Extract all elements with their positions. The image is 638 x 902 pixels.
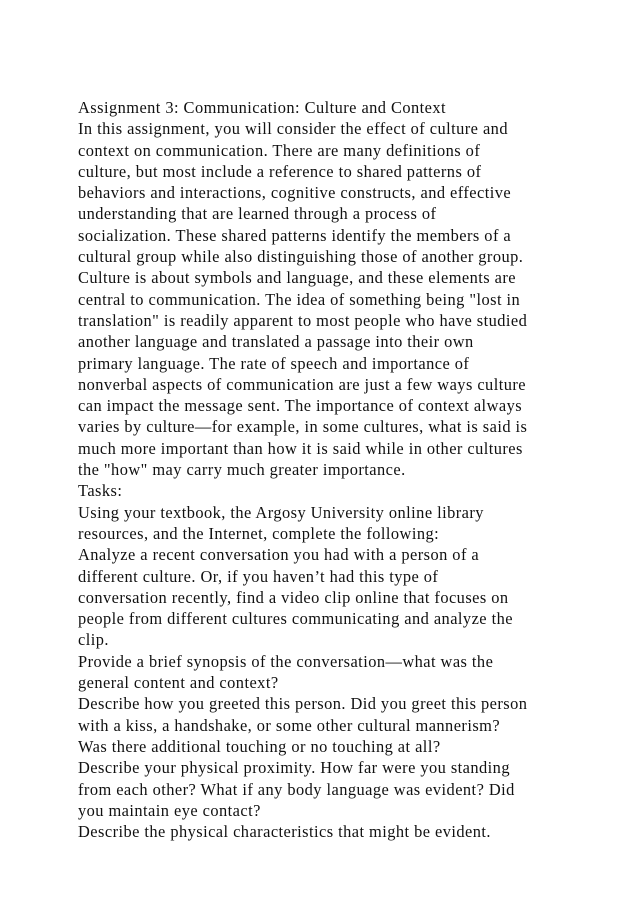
text-line: Describe how you greeted this person. Did you greet this person	[78, 694, 528, 714]
text-line: conversation recently, find a video clip online that focuses on	[78, 587, 509, 607]
text-line: Culture is about symbols and language, and these elements are	[78, 268, 517, 288]
text-line: Using your textbook, the Argosy University online library	[78, 502, 484, 522]
text-line: varies by culture—for example, in some cultures, what is said is	[78, 417, 528, 437]
text-line: you maintain eye contact?	[78, 800, 261, 820]
text-line: primary language. The rate of speech and importance of	[78, 353, 470, 373]
text-line: socialization. These shared patterns identify the members of a	[78, 225, 512, 245]
text-line: translation" is readily apparent to most people who have studied	[78, 310, 528, 330]
text-line: behaviors and interactions, cognitive constructs, and effective	[78, 183, 512, 203]
text-line: Describe your physical proximity. How far were you standing	[78, 758, 510, 778]
text-line: Was there additional touching or no touching at all?	[78, 736, 441, 756]
document-body	[78, 97, 598, 842]
text-line: with a kiss, a handshake, or some other cultural mannerism?	[78, 715, 501, 735]
text-line: general content and context?	[78, 673, 279, 693]
text-line: context on communication. There are many definitions of	[78, 140, 481, 160]
text-line: people from different cultures communicating and analyze the	[78, 609, 513, 629]
text-line: much more important than how it is said while in other cultures	[78, 438, 523, 458]
text-line: the "how" may carry much greater importance.	[78, 460, 406, 480]
text-line: resources, and the Internet, complete the following:	[78, 523, 440, 543]
text-line: nonverbal aspects of communication are just a few ways culture	[78, 374, 526, 394]
text-line: can impact the message sent. The importance of context always	[78, 396, 523, 416]
text-line: from each other? What if any body language was evident? Did	[78, 779, 515, 799]
text-line: different culture. Or, if you haven’t had this type of	[78, 566, 439, 586]
text-line: cultural group while also distinguishing those of another group.	[78, 247, 524, 267]
document-title: Assignment 3: Communication: Culture and Context	[78, 98, 447, 117]
text-line: central to communication. The idea of something being "lost in	[78, 289, 521, 309]
text-line: culture, but most include a reference to shared patterns of	[78, 161, 482, 181]
text-line: Analyze a recent conversation you had with a person of a	[78, 545, 480, 565]
text-line: Describe the physical characteristics that might be evident.	[78, 822, 491, 842]
tasks-heading: Tasks:	[78, 481, 123, 501]
text-line: In this assignment, you will consider the effect of culture and	[78, 119, 508, 139]
text-line: Provide a brief synopsis of the conversation—what was the	[78, 651, 494, 671]
text-line: understanding that are learned through a process of	[78, 204, 437, 224]
text-line: another language and translated a passage into their own	[78, 332, 474, 352]
text-line: clip.	[78, 630, 109, 650]
